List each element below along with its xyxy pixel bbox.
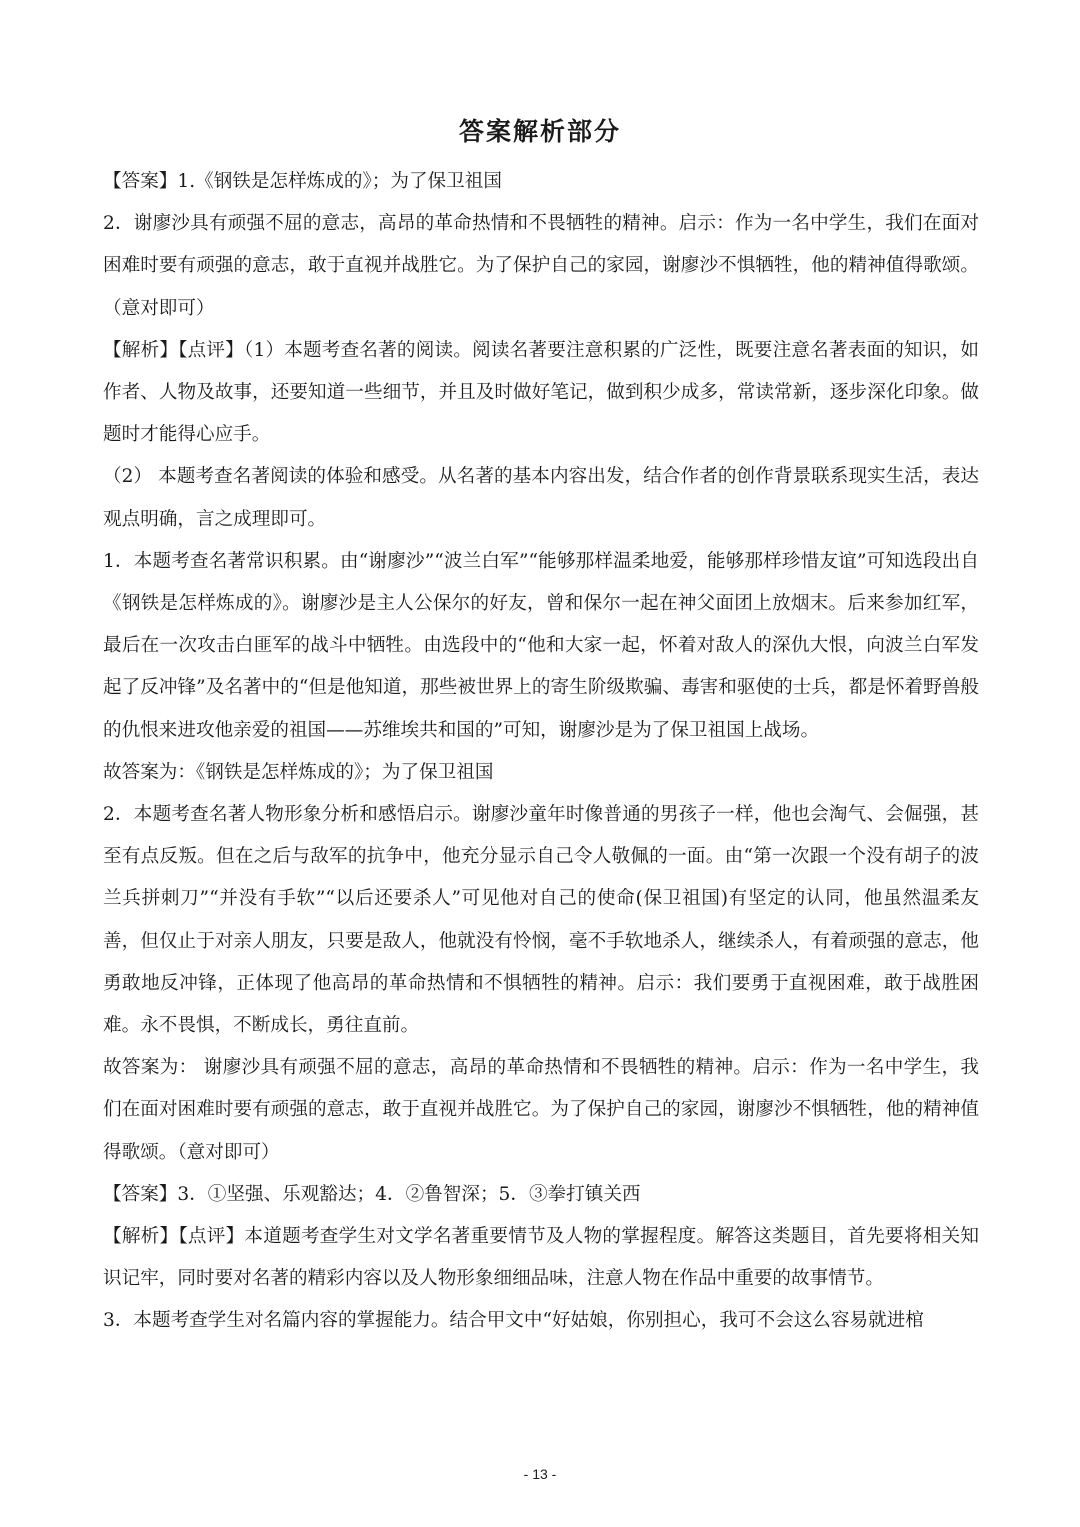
answer-paragraph-2: 2．谢廖沙具有顽强不屈的意志，高昂的革命热情和不畏牺牲的精神。启示：作为一名中学生，我们在面对困难时要有顽强的意志，敢于直视并战胜它。为了保护自己的家园，谢廖沙不惧牺牲，他的精神值得歌颂。（意对即可） [103,213,979,319]
analysis-paragraph-1: 【解析】【点评】（1）本题考查名著的阅读。阅读名著要注意积累的广泛性，既要注意名著表面的知识，如作者、人物及故事，还要知道一些细节，并且及时做好笔记，做到积少成多，常读常新，逐步深化印象。做题时才能得心应手。 [103,339,979,446]
analysis-paragraph-3: 【解析】【点评】本道题考查学生对文学名著重要情节及人物的掌握程度。解答这类题目，首先要将相关知识记牢，同时要对名著的精彩内容以及人物形象细细品味，注意人物在作品中重要的故事情节。 [103,1226,979,1290]
explanation-paragraph-2: 2．本题考查名著人物形象分析和感悟启示。谢廖沙童年时像普通的男孩子一样，他也会淘气、会倔强，甚至有点反叛。但在之后与敌军的抗争中，他充分显示自己令人敬佩的一面。由“第一次跟一个没有胡子的波兰兵拼刺刀”“并没有手软”“以后还要杀人”可见他对自己的使命(保卫祖国)有坚定的认同，他虽然温柔友善，但仅止于对亲人朋友，只要是敌人，他就没有怜悯，毫不手软地杀人，继续杀人，有着顽强的意志，他勇敢地反冲锋，正体现了他高昂的革命热情和不惧牺牲的精神。启示：我们要勇于直视困难，敢于战胜困难。永不畏惧，不断成长，勇往直前。 [103,804,979,1037]
conclusion-paragraph-1: 故答案为：《钢铁是怎样炼成的》；为了保卫祖国 [103,761,494,783]
document-body [103,161,979,1342]
page-number: - 13 - [523,1466,557,1482]
page-title: 答案解析部分 [458,117,621,146]
answer-paragraph-3: 【答案】3．①坚强、乐观豁达；4．②鲁智深；5．③拳打镇关西 [103,1183,641,1205]
answer-paragraph-1: 【答案】1.《钢铁是怎样炼成的》；为了保卫祖国 [103,171,502,192]
conclusion-paragraph-2: 故答案为： 谢廖沙具有顽强不屈的意志，高昂的革命热情和不畏牺牲的精神。启示：作为一名中学生，我们在面对困难时要有顽强的意志，敢于直视并战胜它。为了保护自己的家园，谢廖沙不惧牺牲，他的精神值得歌颂。（意对即可） [103,1057,979,1163]
explanation-paragraph-1: 1．本题考查名著常识积累。由“谢廖沙”“波兰白军”“能够那样温柔地爱，能够那样珍惜友谊”可知选段出自《钢铁是怎样炼成的》。谢廖沙是主人公保尔的好友，曾和保尔一起在神父面团上放烟末。后来参加红军，最后在一次攻击白匪军的战斗中牺牲。由选段中的“他和大家一起，怀着对敌人的深仇大恨，向波兰白军发起了反冲锋”及名著中的“但是他知道，那些被世界上的寄生阶级欺骗、毒害和驱使的士兵，都是怀着野兽般的仇恨来进攻他亲爱的祖国——苏维埃共和国的”可知，谢廖沙是为了保卫祖国上战场。 [103,550,979,741]
explanation-paragraph-3: 3．本题考查学生对名篇内容的掌握能力。结合甲文中“好姑娘，你别担心，我可不会这么容易就进棺 [103,1310,924,1332]
analysis-paragraph-2: （2） 本题考查名著阅读的体验和感受。从名著的基本内容出发，结合作者的创作背景联系现实生活，表达观点明确，言之成理即可。 [103,466,979,530]
